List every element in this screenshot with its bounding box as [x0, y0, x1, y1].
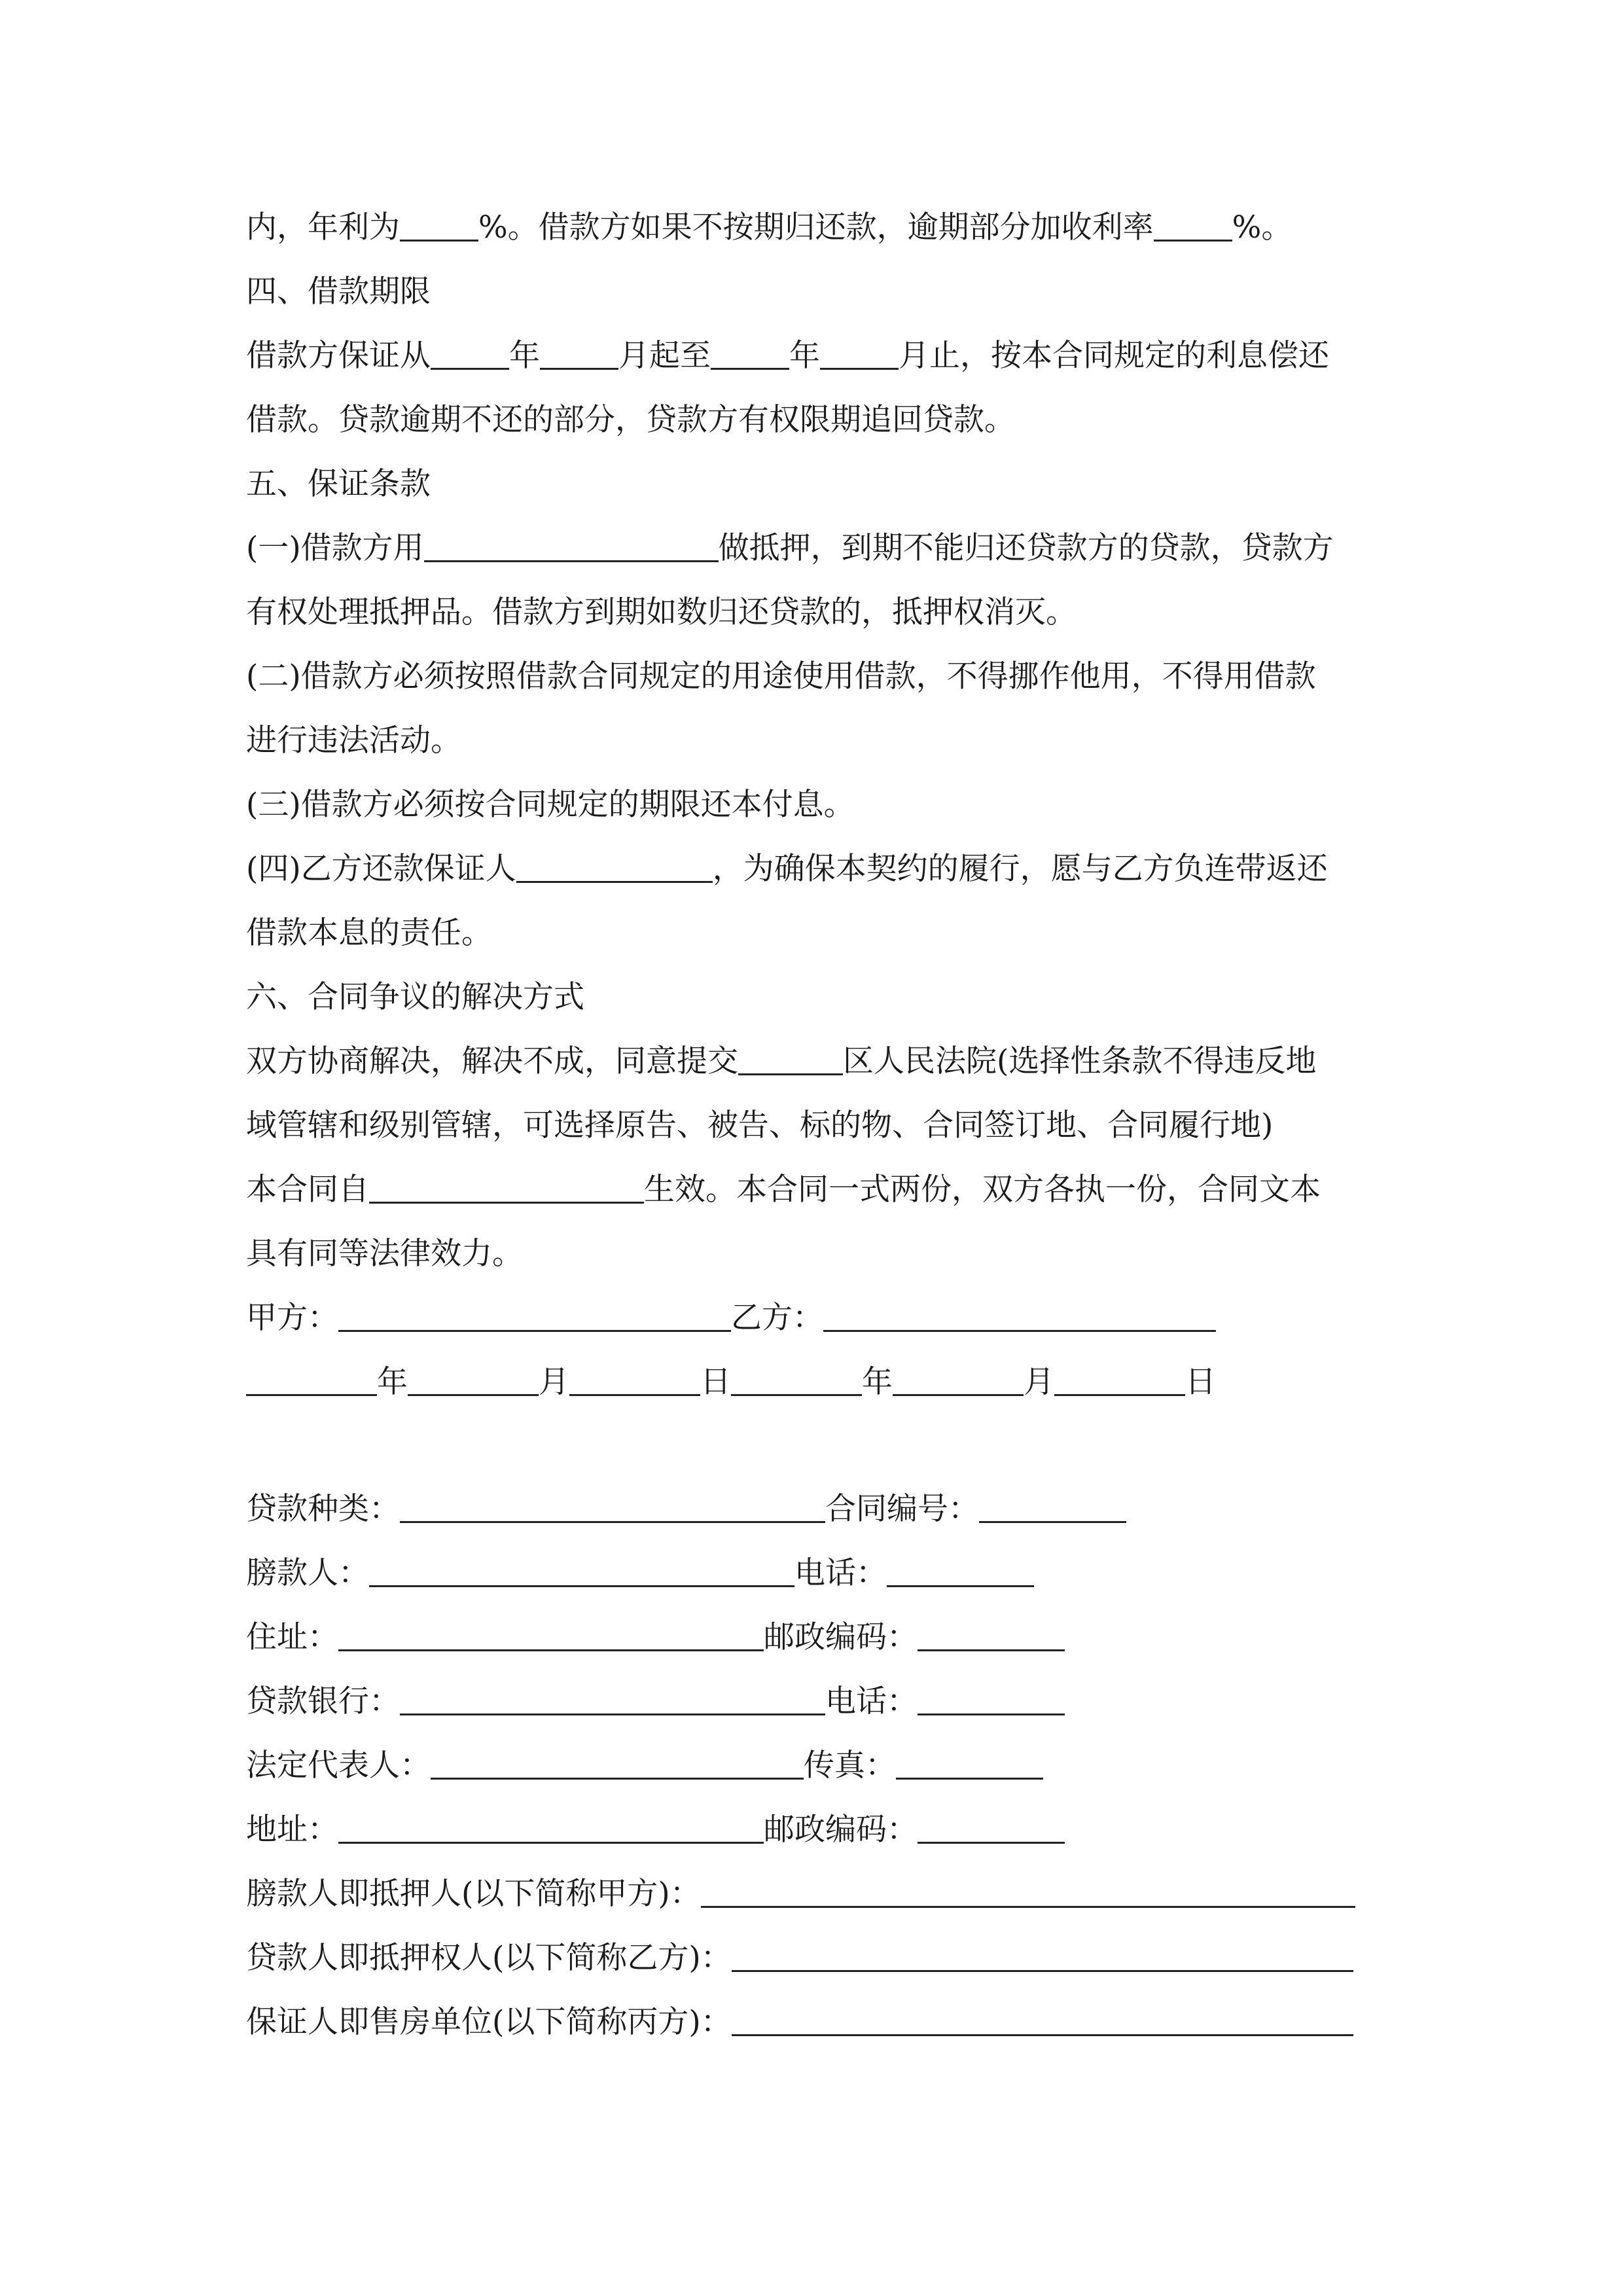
year-text: 年	[789, 338, 820, 374]
signature-parties-line	[246, 1299, 1216, 1338]
day-label: 日	[700, 1364, 731, 1400]
year-text: 年	[509, 338, 540, 374]
party-b-signature-blank[interactable]	[823, 1301, 1216, 1332]
postcode-label: 邮政编码：	[764, 1812, 918, 1848]
month-label: 月	[1024, 1364, 1054, 1400]
paragraph-line: 有权处理抵押品。借款方到期如数归还贷款的，抵押权消灭。	[246, 594, 1077, 630]
contract-no-blank[interactable]	[979, 1492, 1126, 1523]
collateral-blank[interactable]	[424, 531, 719, 562]
court-blank[interactable]	[738, 1045, 843, 1075]
borrower-label: 膀款人：	[246, 1555, 369, 1591]
collateral-line	[246, 529, 1334, 568]
address-blank[interactable]	[338, 1621, 764, 1651]
bank-blank[interactable]	[400, 1685, 825, 1715]
loan-type-blank[interactable]	[400, 1492, 825, 1523]
loan-type-row	[246, 1490, 1126, 1529]
overdue-rate-blank[interactable]	[1154, 211, 1232, 242]
address-label: 地址：	[246, 1812, 338, 1848]
postcode-blank[interactable]	[918, 1621, 1065, 1651]
paragraph-line: 具有同等法律效力。	[246, 1236, 523, 1272]
party-a-year-blank[interactable]	[246, 1365, 377, 1396]
overdue-text: %。借款方如果不按期归还款，逾期部分加收利率	[478, 209, 1154, 245]
bank-address-row	[246, 1810, 1065, 1850]
mortgagee-row	[246, 1939, 1353, 1978]
address-row	[246, 1618, 1065, 1657]
section-4-heading: 四、借款期限	[246, 274, 431, 310]
loan-term-line	[246, 336, 1329, 376]
party-b-year-blank[interactable]	[731, 1365, 862, 1396]
paragraph-line: 域管辖和级别管辖，可选择原告、被告、标的物、合同签订地、合同履行地)	[246, 1107, 1274, 1143]
borrower-row	[246, 1554, 1034, 1593]
interest-rate-line	[246, 208, 1292, 247]
party-b-month-blank[interactable]	[893, 1365, 1024, 1396]
section-6-heading: 六、合同争议的解决方式	[246, 979, 584, 1015]
bank-postcode-blank[interactable]	[918, 1813, 1065, 1844]
start-month-blank[interactable]	[540, 339, 618, 370]
phone-label: 电话：	[825, 1683, 918, 1719]
court-text-2: 区人民法院(选择性条款不得违反地	[843, 1043, 1317, 1079]
guarantor-text: (四)乙方还款保证人	[246, 851, 516, 887]
bank-label: 贷款银行：	[246, 1683, 400, 1719]
effective-line	[246, 1170, 1321, 1210]
legal-rep-row	[246, 1746, 1043, 1785]
party-b-label: 乙方：	[731, 1300, 823, 1336]
month-label: 月	[539, 1364, 569, 1400]
effective-date-blank[interactable]	[369, 1173, 644, 1204]
signature-dates-line	[246, 1363, 1216, 1402]
paragraph-line: 借款。贷款逾期不还的部分，贷款方有权限期追回贷款。	[246, 402, 1015, 438]
contract-no-label: 合同编号：	[825, 1491, 979, 1527]
collateral-text-2: 做抵押，到期不能归还贷款方的贷款，贷款方	[718, 530, 1334, 566]
party-a-signature-blank[interactable]	[338, 1301, 731, 1332]
guarantor-text-2: ，为确保本契约的履行，愿与乙方负连带返还	[712, 851, 1328, 887]
term-text: 借款方保证从	[246, 338, 431, 374]
paragraph-line: (二)借款方必须按照借款合同规定的用途使用借款，不得挪作他用，不得用借款	[246, 658, 1316, 694]
from-text: 月起至	[618, 338, 711, 374]
guarantor-blank[interactable]	[516, 852, 713, 883]
section-5-heading: 五、保证条款	[246, 466, 431, 502]
paragraph-line: 借款本息的责任。	[246, 915, 492, 951]
year-label: 年	[862, 1364, 893, 1400]
loan-type-label: 贷款种类：	[246, 1491, 400, 1527]
fax-label: 传真：	[804, 1748, 896, 1784]
mortgagor-blank[interactable]	[701, 1877, 1355, 1908]
postcode-label: 邮政编码：	[764, 1619, 918, 1655]
mortgagee-label: 贷款人即抵押权人(以下简称乙方)：	[246, 1940, 732, 1976]
until-text: 月止，按本合同规定的利息偿还	[899, 338, 1329, 374]
borrower-phone-blank[interactable]	[887, 1556, 1034, 1587]
court-line	[246, 1042, 1316, 1081]
borrower-blank[interactable]	[369, 1556, 794, 1587]
collateral-text: (一)借款方用	[246, 530, 424, 566]
bank-address-blank[interactable]	[338, 1813, 764, 1844]
court-text: 双方协商解决，解决不成，同意提交	[246, 1043, 738, 1079]
bank-phone-blank[interactable]	[918, 1685, 1065, 1715]
guarantor-line	[246, 850, 1328, 889]
address-label: 住址：	[246, 1619, 338, 1655]
end-month-blank[interactable]	[820, 339, 899, 370]
annual-rate-blank[interactable]	[400, 211, 478, 242]
mortgagor-label: 膀款人即抵押人(以下简称甲方)：	[246, 1876, 701, 1912]
mortgagor-row	[246, 1874, 1355, 1914]
end-year-blank[interactable]	[711, 339, 789, 370]
year-label: 年	[377, 1364, 408, 1400]
party-b-day-blank[interactable]	[1054, 1365, 1185, 1396]
party-a-day-blank[interactable]	[569, 1365, 700, 1396]
paragraph-line: 进行违法活动。	[246, 723, 461, 759]
start-year-blank[interactable]	[431, 339, 509, 370]
guarantor-label: 保证人即售房单位(以下简称丙方)：	[246, 2004, 732, 2040]
mortgagee-blank[interactable]	[732, 1941, 1353, 1972]
effective-text-2: 生效。本合同一式两份，双方各执一份，合同文本	[644, 1172, 1321, 1208]
paragraph-line: (三)借款方必须按合同规定的期限还本付息。	[246, 787, 855, 823]
fax-blank[interactable]	[896, 1749, 1043, 1780]
interest-text: 内，年利为	[246, 209, 400, 245]
legal-rep-blank[interactable]	[431, 1749, 804, 1780]
bank-row	[246, 1682, 1065, 1721]
day-label: 日	[1185, 1364, 1216, 1400]
phone-label: 电话：	[794, 1555, 887, 1591]
guarantor-unit-blank[interactable]	[732, 2005, 1353, 2036]
percent-text: %。	[1232, 209, 1293, 245]
party-a-month-blank[interactable]	[408, 1365, 539, 1396]
effective-text: 本合同自	[246, 1172, 369, 1208]
legal-rep-label: 法定代表人：	[246, 1748, 431, 1784]
party-a-label: 甲方：	[246, 1300, 338, 1336]
guarantor-row	[246, 2003, 1353, 2042]
